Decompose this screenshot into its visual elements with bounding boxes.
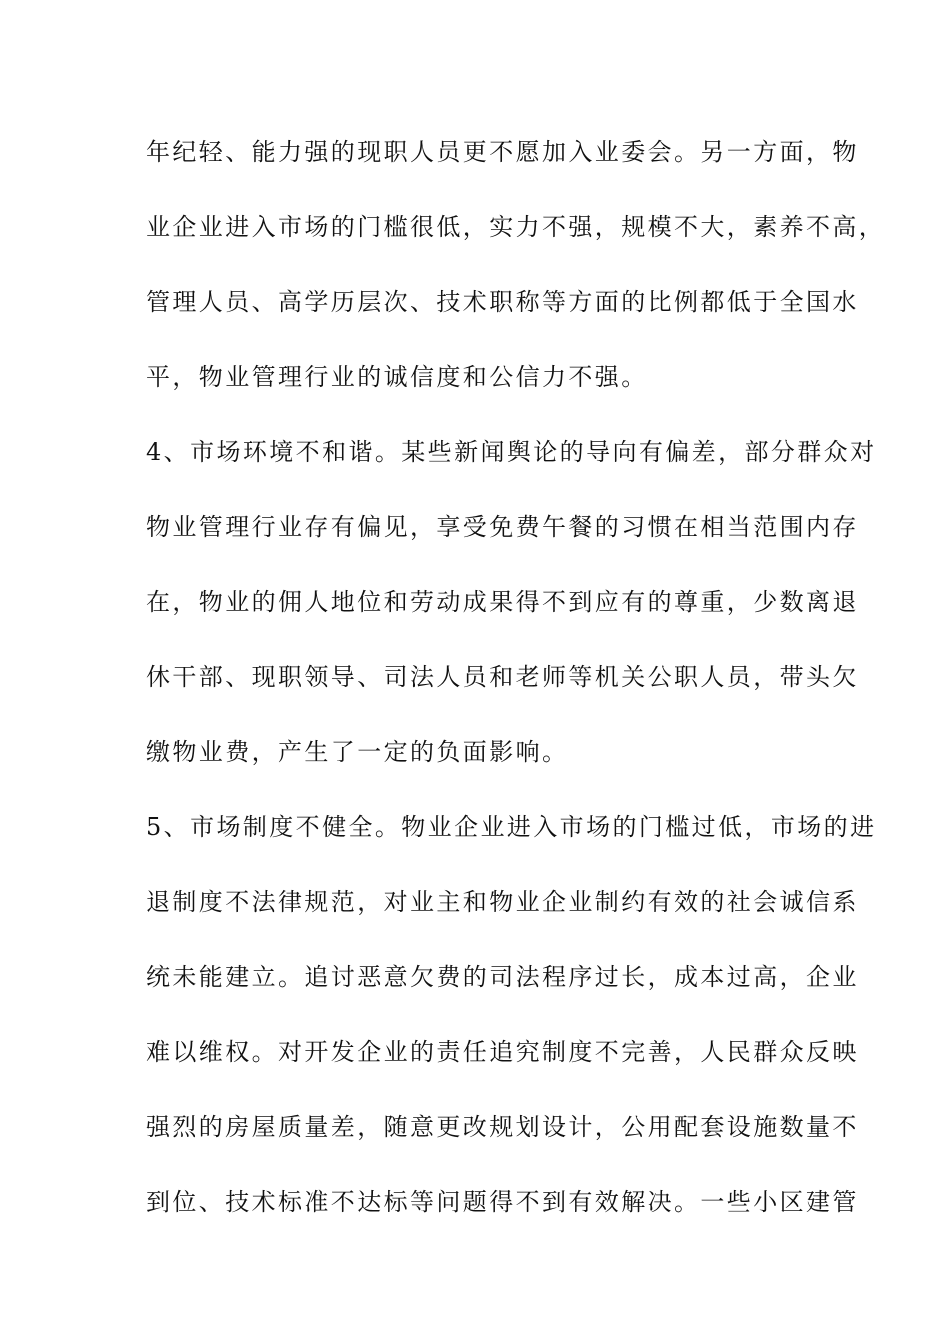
text-line: 缴物业费，产生了一定的负面影响。: [146, 738, 569, 766]
text-line: 管理人员、高学历层次、技术职称等方面的比例都低于全国水: [146, 288, 859, 316]
text-line: 年纪轻、能力强的现职人员更不愿加入业委会。另一方面，物: [146, 138, 859, 166]
text-line: 在，物业的佣人地位和劳动成果得不到应有的尊重，少数离退: [146, 588, 859, 616]
text-line: 5、市场制度不健全。物业企业进入市场的门槛过低，市场的进: [146, 813, 877, 841]
text-line: 物业管理行业存有偏见，享受免费午餐的习惯在相当范围内存: [146, 513, 859, 541]
text-line: 统未能建立。追讨恶意欠费的司法程序过长，成本过高，企业: [146, 963, 859, 991]
text-line: 休干部、现职领导、司法人员和老师等机关公职人员，带头欠: [146, 663, 859, 691]
text-line: 退制度不法律规范，对业主和物业企业制约有效的社会诚信系: [146, 888, 859, 916]
text-line: 4、市场环境不和谐。某些新闻舆论的导向有偏差，部分群众对: [146, 438, 877, 466]
text-line: 难以维权。对开发企业的责任追究制度不完善，人民群众反映: [146, 1038, 859, 1066]
text-line: 强烈的房屋质量差，随意更改规划设计，公用配套设施数量不: [146, 1113, 859, 1141]
text-line: 平，物业管理行业的诚信度和公信力不强。: [146, 363, 648, 391]
text-line: 业企业进入市场的门槛很低，实力不强，规模不大，素养不高，: [146, 213, 886, 241]
text-line: 到位、技术标准不达标等问题得不到有效解决。一些小区建管: [146, 1188, 859, 1216]
